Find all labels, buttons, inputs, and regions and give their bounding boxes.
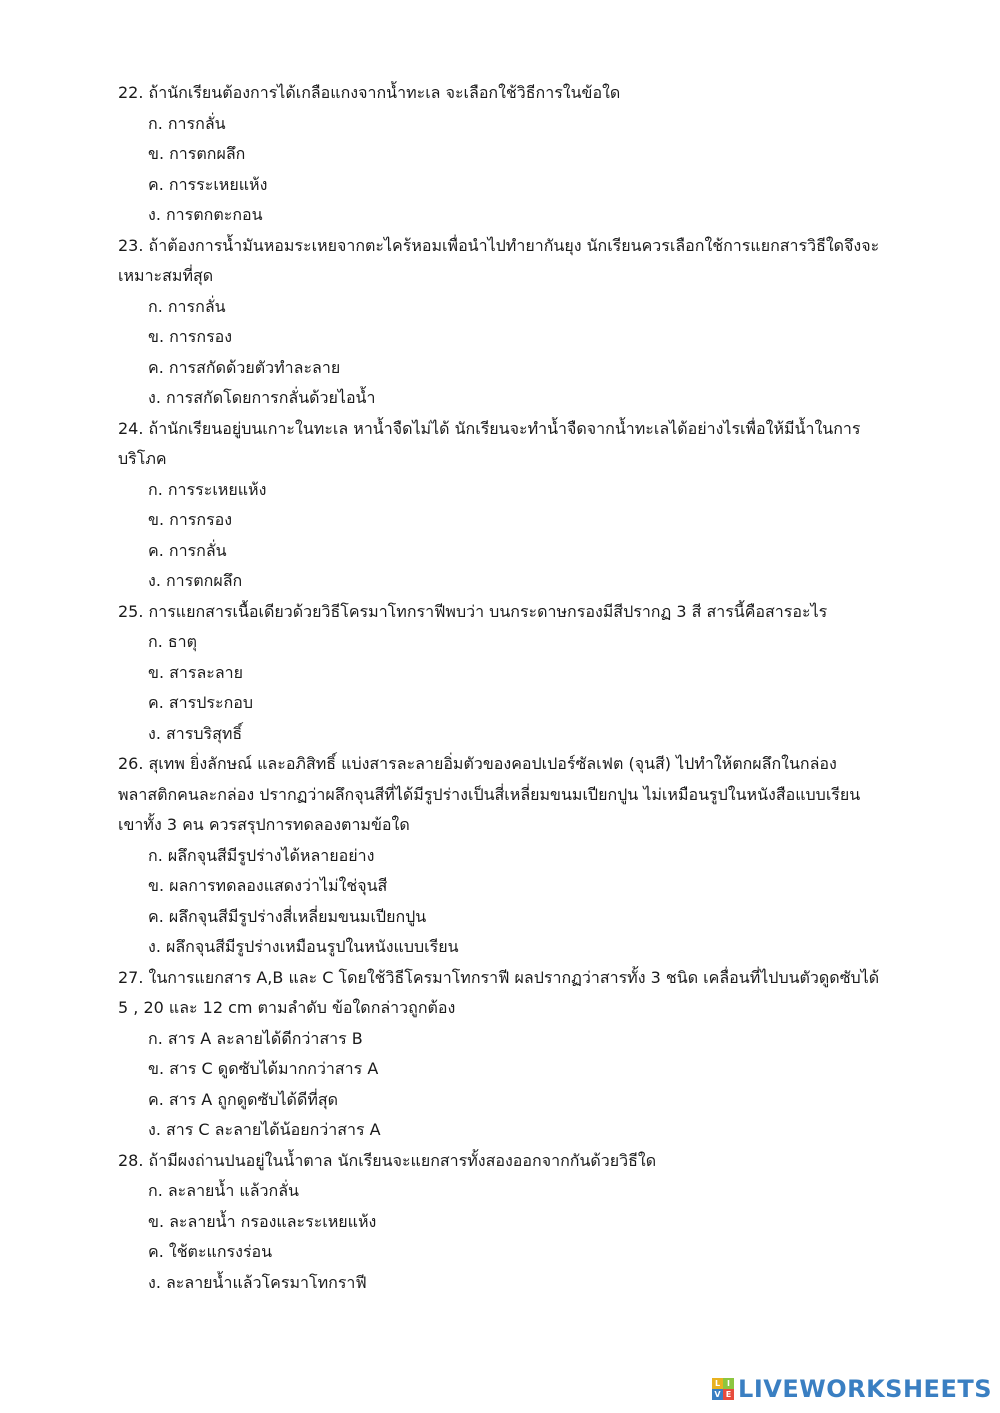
question-text: 23. ถ้าต้องการน้ำมันหอมระเหยจากตะไคร้หอมเพื่อนำไปทำยากันยุง นักเรียนควรเลือกใช้การแยกสารวิธีใดจึงจะเหมาะสมที่สุด	[118, 235, 880, 285]
choice-c: ค. การสกัดด้วยตัวทำละลาย	[148, 357, 341, 377]
choice-b: ข. การกรอง	[148, 327, 233, 346]
liveworksheets-brand	[712, 1371, 992, 1407]
logo-tile: L	[712, 1378, 723, 1389]
choice-a: ก. การกลั่น	[148, 296, 226, 316]
choice-b: ข. ละลายน้ำ กรองและระเหยแห้ง	[148, 1211, 377, 1231]
question-28	[118, 1146, 888, 1299]
choice-a: ก. ผลึกจุนสีมีรูปร่างได้หลายอย่าง	[148, 845, 375, 865]
choice-c: ค. การกลั่น	[148, 540, 227, 560]
question-24	[118, 414, 888, 597]
question-26	[118, 749, 888, 963]
choice-b: ข. การตกผลึก	[148, 144, 246, 163]
choice-a: ก. สาร A ละลายได้ดีกว่าสาร B	[148, 1028, 363, 1048]
choice-c: ค. การระเหยแห้ง	[148, 174, 268, 194]
choice-b: ข. สาร C ดูดซับได้มากกว่าสาร A	[148, 1059, 379, 1078]
question-text: 27. ในการแยกสาร A,B และ C โดยใช้วิธีโครมาโทกราฟี ผลปรากฏว่าสารทั้ง 3 ชนิด เคลื่อนที่ไปบนตัวดูดซับได้ 5 , 20 และ 12 cm ตามลำดับ ข้อใดกล่าวถูกต้อง	[118, 967, 880, 1017]
logo-tile: V	[712, 1389, 723, 1400]
choice-d: ง. ผลึกจุนสีมีรูปร่างเหมือนรูปในหนังแบบเรียน	[148, 937, 459, 956]
choice-d: ง. การสกัดโดยการกลั่นด้วยไอน้ำ	[148, 388, 376, 407]
choice-c: ค. สารประกอบ	[148, 693, 254, 712]
logo-tile: E	[723, 1389, 734, 1400]
question-text: 26. สุเทพ ยิ่งลักษณ์ และอภิสิทธิ์ แบ่งสารละลายอิ่มตัวของคอปเปอร์ซัลเฟต (จุนสี) ไปทำให้ตกผลึกในกล่องพลาสติกคนละกล่อง ปรากฏว่าผลึกจุนสีที่ได้มีรูปร่างเป็นสี่เหลี่ยมขนมเปียกปูน ไม่เหมือนรูปในหนังสือแบบเรียน เขาทั้ง 3 คน ควรสรุปการทดลองตามข้อใด	[118, 754, 861, 834]
choice-d: ง. สารบริสุทธิ์	[148, 723, 243, 743]
question-list	[118, 78, 888, 1298]
choice-c: ค. ใช้ตะแกรงร่อน	[148, 1242, 273, 1261]
liveworksheets-logo-icon	[712, 1378, 734, 1400]
choice-d: ง. การตกผลึก	[148, 571, 243, 590]
question-23	[118, 231, 888, 414]
question-27	[118, 963, 888, 1146]
choice-b: ข. ผลการทดลองแสดงว่าไม่ใช่จุนสี	[148, 876, 388, 895]
choice-a: ก. ธาตุ	[148, 632, 197, 651]
choice-a: ก. การระเหยแห้ง	[148, 479, 267, 499]
question-25	[118, 597, 888, 750]
logo-tile: I	[723, 1378, 734, 1389]
choice-d: ง. การตกตะกอน	[148, 205, 263, 224]
question-text: 25. การแยกสารเนื้อเดียวด้วยวิธีโครมาโทกราฟีพบว่า บนกระดาษกรองมีสีปรากฏ 3 สี สารนี้คือสารอะไร	[118, 601, 828, 621]
choice-b: ข. สารละลาย	[148, 662, 244, 682]
choice-d: ง. ละลายน้ำแล้วโครมาโทกราฟี	[148, 1272, 367, 1292]
choice-a: ก. ละลายน้ำ แล้วกลั่น	[148, 1181, 299, 1200]
question-text: 28. ถ้ามีผงถ่านปนอยู่ในน้ำตาล นักเรียนจะแยกสารทั้งสองออกจากกันด้วยวิธีใด	[118, 1150, 657, 1170]
question-22	[118, 78, 888, 231]
question-text: 24. ถ้านักเรียนอยู่บนเกาะในทะเล หาน้ำจืดไม่ได้ นักเรียนจะทำน้ำจืดจากน้ำทะเลได้อย่างไรเพื่อให้มีน้ำในการบริโภค	[118, 418, 861, 468]
choice-b: ข. การกรอง	[148, 510, 233, 529]
question-text: 22. ถ้านักเรียนต้องการได้เกลือแกงจากน้ำทะเล จะเลือกใช้วิธีการในข้อใด	[118, 83, 621, 102]
choice-d: ง. สาร C ละลายได้น้อยกว่าสาร A	[148, 1120, 381, 1139]
choice-a: ก. การกลั่น	[148, 113, 226, 133]
brand-wordmark: LIVEWORKSHEETS	[738, 1375, 992, 1403]
choice-c: ค. สาร A ถูกดูดซับได้ดีที่สุด	[148, 1089, 339, 1109]
choice-c: ค. ผลึกจุนสีมีรูปร่างสี่เหลี่ยมขนมเปียกปูน	[148, 906, 427, 926]
